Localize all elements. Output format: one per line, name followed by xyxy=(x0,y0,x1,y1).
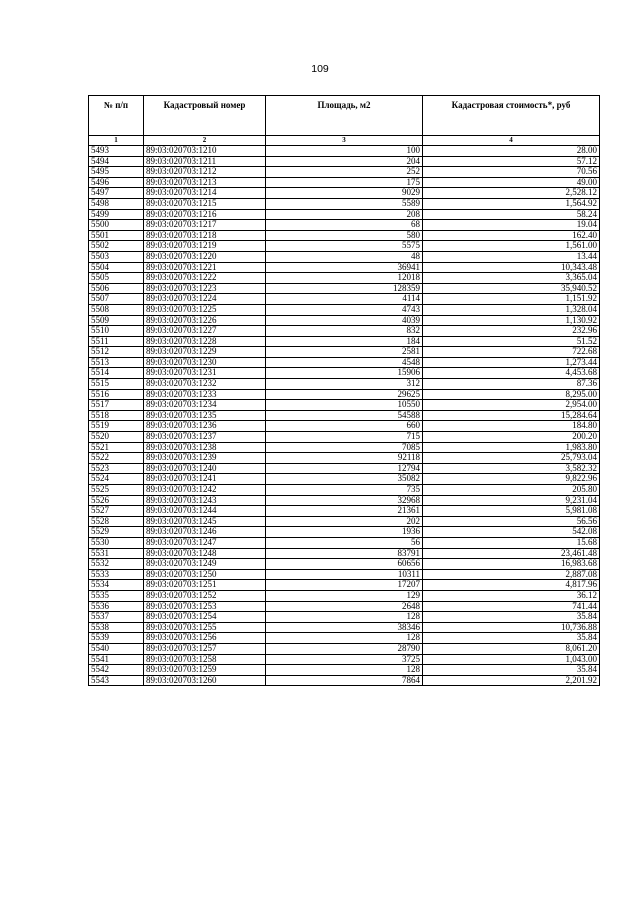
table-row xyxy=(89,379,600,390)
header-num: № п/п xyxy=(89,96,144,136)
cost-value: 1,561.00 xyxy=(423,241,600,252)
area-value: 208 xyxy=(266,209,423,220)
area-value: 204 xyxy=(266,156,423,167)
cost-value: 722.68 xyxy=(423,347,600,358)
area-value: 10311 xyxy=(266,569,423,580)
table-row xyxy=(89,177,600,188)
table-row xyxy=(89,156,600,167)
table-row xyxy=(89,410,600,421)
cadastral-number: 89:03:020703:1247 xyxy=(144,537,266,548)
cadastral-number: 89:03:020703:1248 xyxy=(144,548,266,559)
cadastral-number: 89:03:020703:1234 xyxy=(144,400,266,411)
table-row xyxy=(89,421,600,432)
cost-value: 15,284.64 xyxy=(423,410,600,421)
row-number: 5541 xyxy=(89,654,144,665)
table-row xyxy=(89,326,600,337)
area-value: 100 xyxy=(266,146,423,157)
cadastral-number: 89:03:020703:1230 xyxy=(144,357,266,368)
table-row xyxy=(89,241,600,252)
cost-value: 2,201.92 xyxy=(423,675,600,686)
row-number: 5501 xyxy=(89,230,144,241)
table-row xyxy=(89,167,600,178)
cadastral-number: 89:03:020703:1240 xyxy=(144,463,266,474)
cadastral-number: 89:03:020703:1259 xyxy=(144,665,266,676)
area-value: 92118 xyxy=(266,453,423,464)
table-row xyxy=(89,654,600,665)
area-value: 580 xyxy=(266,230,423,241)
table-row xyxy=(89,432,600,443)
row-number: 5510 xyxy=(89,326,144,337)
area-value: 54588 xyxy=(266,410,423,421)
cadastral-number: 89:03:020703:1232 xyxy=(144,379,266,390)
row-number: 5513 xyxy=(89,357,144,368)
row-number: 5514 xyxy=(89,368,144,379)
area-value: 28790 xyxy=(266,643,423,654)
table-row xyxy=(89,463,600,474)
cost-value: 56.56 xyxy=(423,516,600,527)
cost-value: 35.84 xyxy=(423,665,600,676)
cost-value: 1,130.92 xyxy=(423,315,600,326)
table-row xyxy=(89,400,600,411)
row-number: 5504 xyxy=(89,262,144,273)
row-number: 5496 xyxy=(89,177,144,188)
row-number: 5505 xyxy=(89,273,144,284)
area-value: 5589 xyxy=(266,198,423,209)
area-value: 715 xyxy=(266,432,423,443)
area-value: 7085 xyxy=(266,442,423,453)
cost-value: 1,328.04 xyxy=(423,304,600,315)
area-value: 36941 xyxy=(266,262,423,273)
row-number: 5534 xyxy=(89,580,144,591)
area-value: 1936 xyxy=(266,527,423,538)
cadastral-number: 89:03:020703:1218 xyxy=(144,230,266,241)
row-number: 5499 xyxy=(89,209,144,220)
cost-value: 35.84 xyxy=(423,612,600,623)
row-number: 5502 xyxy=(89,241,144,252)
table-row xyxy=(89,506,600,517)
area-value: 2581 xyxy=(266,347,423,358)
area-value: 15906 xyxy=(266,368,423,379)
table-row xyxy=(89,633,600,644)
area-value: 4114 xyxy=(266,294,423,305)
row-number: 5523 xyxy=(89,463,144,474)
table-row xyxy=(89,442,600,453)
table-row xyxy=(89,188,600,199)
cost-value: 1,043.00 xyxy=(423,654,600,665)
area-value: 832 xyxy=(266,326,423,337)
table-row xyxy=(89,357,600,368)
table-row xyxy=(89,569,600,580)
area-value: 7864 xyxy=(266,675,423,686)
table-row xyxy=(89,474,600,485)
area-value: 21361 xyxy=(266,506,423,517)
row-number: 5503 xyxy=(89,251,144,262)
cadastral-number: 89:03:020703:1245 xyxy=(144,516,266,527)
area-value: 128359 xyxy=(266,283,423,294)
column-number: 2 xyxy=(144,136,266,146)
area-value: 252 xyxy=(266,167,423,178)
table-row xyxy=(89,590,600,601)
column-number-row xyxy=(89,136,600,146)
row-number: 5530 xyxy=(89,537,144,548)
area-value: 38346 xyxy=(266,622,423,633)
cadastral-number: 89:03:020703:1215 xyxy=(144,198,266,209)
row-number: 5515 xyxy=(89,379,144,390)
row-number: 5517 xyxy=(89,400,144,411)
table-row xyxy=(89,516,600,527)
cadastral-number: 89:03:020703:1221 xyxy=(144,262,266,273)
area-value: 83791 xyxy=(266,548,423,559)
cost-value: 4,453.68 xyxy=(423,368,600,379)
cadastral-number: 89:03:020703:1260 xyxy=(144,675,266,686)
cost-value: 87.36 xyxy=(423,379,600,390)
row-number: 5540 xyxy=(89,643,144,654)
table-row xyxy=(89,495,600,506)
table-row xyxy=(89,336,600,347)
area-value: 60656 xyxy=(266,559,423,570)
row-number: 5537 xyxy=(89,612,144,623)
cadastral-number: 89:03:020703:1226 xyxy=(144,315,266,326)
table-row xyxy=(89,559,600,570)
cost-value: 162.40 xyxy=(423,230,600,241)
cost-value: 2,887.08 xyxy=(423,569,600,580)
cadastral-number: 89:03:020703:1242 xyxy=(144,485,266,496)
area-value: 56 xyxy=(266,537,423,548)
area-value: 128 xyxy=(266,633,423,644)
cadastral-number: 89:03:020703:1214 xyxy=(144,188,266,199)
cost-value: 57.12 xyxy=(423,156,600,167)
area-value: 3725 xyxy=(266,654,423,665)
cadastral-number: 89:03:020703:1250 xyxy=(144,569,266,580)
area-value: 4039 xyxy=(266,315,423,326)
cadastral-number: 89:03:020703:1239 xyxy=(144,453,266,464)
row-number: 5538 xyxy=(89,622,144,633)
table-row xyxy=(89,262,600,273)
table-row xyxy=(89,273,600,284)
table-row xyxy=(89,368,600,379)
area-value: 184 xyxy=(266,336,423,347)
row-number: 5512 xyxy=(89,347,144,358)
row-number: 5539 xyxy=(89,633,144,644)
table-row xyxy=(89,612,600,623)
table-row xyxy=(89,209,600,220)
header-area: Площадь, м2 xyxy=(266,96,423,136)
cost-value: 25,793.04 xyxy=(423,453,600,464)
cadastral-number: 89:03:020703:1217 xyxy=(144,220,266,231)
cadastral-number: 89:03:020703:1211 xyxy=(144,156,266,167)
cost-value: 8,061.20 xyxy=(423,643,600,654)
row-number: 5498 xyxy=(89,198,144,209)
cadastral-number: 89:03:020703:1241 xyxy=(144,474,266,485)
table-header-row xyxy=(89,96,600,136)
row-number: 5506 xyxy=(89,283,144,294)
row-number: 5527 xyxy=(89,506,144,517)
cost-value: 200.20 xyxy=(423,432,600,443)
area-value: 4548 xyxy=(266,357,423,368)
row-number: 5535 xyxy=(89,590,144,601)
row-number: 5509 xyxy=(89,315,144,326)
cost-value: 15.68 xyxy=(423,537,600,548)
table-row xyxy=(89,601,600,612)
cadastral-number: 89:03:020703:1254 xyxy=(144,612,266,623)
area-value: 202 xyxy=(266,516,423,527)
page-number: 109 xyxy=(311,63,329,75)
table-row xyxy=(89,251,600,262)
cost-value: 8,295.00 xyxy=(423,389,600,400)
area-value: 735 xyxy=(266,485,423,496)
table-row xyxy=(89,453,600,464)
table-row xyxy=(89,146,600,157)
row-number: 5519 xyxy=(89,421,144,432)
cost-value: 3,365.04 xyxy=(423,273,600,284)
column-number: 3 xyxy=(266,136,423,146)
row-number: 5533 xyxy=(89,569,144,580)
area-value: 48 xyxy=(266,251,423,262)
table-row xyxy=(89,283,600,294)
area-value: 9029 xyxy=(266,188,423,199)
table-row xyxy=(89,548,600,559)
cost-value: 16,983.68 xyxy=(423,559,600,570)
cost-value: 232.96 xyxy=(423,326,600,337)
area-value: 660 xyxy=(266,421,423,432)
cadastral-number: 89:03:020703:1220 xyxy=(144,251,266,262)
cost-value: 1,273.44 xyxy=(423,357,600,368)
area-value: 12794 xyxy=(266,463,423,474)
cost-value: 205.80 xyxy=(423,485,600,496)
area-value: 2648 xyxy=(266,601,423,612)
cadastral-number: 89:03:020703:1225 xyxy=(144,304,266,315)
row-number: 5507 xyxy=(89,294,144,305)
cadastral-number: 89:03:020703:1243 xyxy=(144,495,266,506)
cadastral-number: 89:03:020703:1219 xyxy=(144,241,266,252)
row-number: 5495 xyxy=(89,167,144,178)
row-number: 5525 xyxy=(89,485,144,496)
area-value: 32968 xyxy=(266,495,423,506)
cost-value: 51.52 xyxy=(423,336,600,347)
row-number: 5493 xyxy=(89,146,144,157)
cost-value: 1,151.92 xyxy=(423,294,600,305)
cost-value: 58.24 xyxy=(423,209,600,220)
row-number: 5521 xyxy=(89,442,144,453)
cost-value: 2,954.00 xyxy=(423,400,600,411)
cadastral-number: 89:03:020703:1236 xyxy=(144,421,266,432)
cost-value: 184.80 xyxy=(423,421,600,432)
row-number: 5542 xyxy=(89,665,144,676)
table-row xyxy=(89,622,600,633)
cadastral-number: 89:03:020703:1229 xyxy=(144,347,266,358)
row-number: 5494 xyxy=(89,156,144,167)
cost-value: 1,564.92 xyxy=(423,198,600,209)
row-number: 5531 xyxy=(89,548,144,559)
cadastral-number: 89:03:020703:1235 xyxy=(144,410,266,421)
cadastral-number: 89:03:020703:1249 xyxy=(144,559,266,570)
area-value: 128 xyxy=(266,612,423,623)
row-number: 5524 xyxy=(89,474,144,485)
table-row xyxy=(89,315,600,326)
table-row xyxy=(89,347,600,358)
area-value: 5575 xyxy=(266,241,423,252)
table-row xyxy=(89,198,600,209)
row-number: 5511 xyxy=(89,336,144,347)
row-number: 5518 xyxy=(89,410,144,421)
cadastral-number: 89:03:020703:1213 xyxy=(144,177,266,188)
row-number: 5516 xyxy=(89,389,144,400)
cost-value: 13.44 xyxy=(423,251,600,262)
cost-value: 741.44 xyxy=(423,601,600,612)
row-number: 5528 xyxy=(89,516,144,527)
column-number: 1 xyxy=(89,136,144,146)
area-value: 68 xyxy=(266,220,423,231)
cadastral-number: 89:03:020703:1255 xyxy=(144,622,266,633)
cost-value: 23,461.48 xyxy=(423,548,600,559)
row-number: 5497 xyxy=(89,188,144,199)
row-number: 5532 xyxy=(89,559,144,570)
cadastral-number: 89:03:020703:1224 xyxy=(144,294,266,305)
row-number: 5529 xyxy=(89,527,144,538)
area-value: 29625 xyxy=(266,389,423,400)
cadastral-number: 89:03:020703:1228 xyxy=(144,336,266,347)
cost-value: 5,981.08 xyxy=(423,506,600,517)
table-row xyxy=(89,294,600,305)
table-row xyxy=(89,485,600,496)
table-row xyxy=(89,220,600,231)
cadastral-number: 89:03:020703:1231 xyxy=(144,368,266,379)
cost-value: 1,983.80 xyxy=(423,442,600,453)
cadastral-number: 89:03:020703:1237 xyxy=(144,432,266,443)
cost-value: 9,822.96 xyxy=(423,474,600,485)
cost-value: 10,736.88 xyxy=(423,622,600,633)
table-row xyxy=(89,389,600,400)
row-number: 5526 xyxy=(89,495,144,506)
cost-value: 36.12 xyxy=(423,590,600,601)
cost-value: 35,940.52 xyxy=(423,283,600,294)
table-row xyxy=(89,304,600,315)
table-row xyxy=(89,675,600,686)
cadastral-number: 89:03:020703:1251 xyxy=(144,580,266,591)
cost-value: 35.84 xyxy=(423,633,600,644)
cadastral-number: 89:03:020703:1246 xyxy=(144,527,266,538)
area-value: 10550 xyxy=(266,400,423,411)
area-value: 312 xyxy=(266,379,423,390)
cost-value: 9,231.04 xyxy=(423,495,600,506)
cadastral-number: 89:03:020703:1244 xyxy=(144,506,266,517)
area-value: 175 xyxy=(266,177,423,188)
area-value: 128 xyxy=(266,665,423,676)
cadastral-number: 89:03:020703:1257 xyxy=(144,643,266,654)
cost-value: 542.08 xyxy=(423,527,600,538)
table-row xyxy=(89,230,600,241)
cost-value: 28.00 xyxy=(423,146,600,157)
cadastral-number: 89:03:020703:1252 xyxy=(144,590,266,601)
cost-value: 70.56 xyxy=(423,167,600,178)
cost-value: 3,582.32 xyxy=(423,463,600,474)
header-cost: Кадастровая стоимость*, руб xyxy=(423,96,600,136)
cadastral-number: 89:03:020703:1223 xyxy=(144,283,266,294)
cadastral-number: 89:03:020703:1233 xyxy=(144,389,266,400)
cadastral-number: 89:03:020703:1212 xyxy=(144,167,266,178)
row-number: 5536 xyxy=(89,601,144,612)
row-number: 5508 xyxy=(89,304,144,315)
table-row xyxy=(89,537,600,548)
cadastral-number: 89:03:020703:1256 xyxy=(144,633,266,644)
cadastral-number: 89:03:020703:1216 xyxy=(144,209,266,220)
cadastral-number: 89:03:020703:1210 xyxy=(144,146,266,157)
table-row xyxy=(89,643,600,654)
cost-value: 19.04 xyxy=(423,220,600,231)
area-value: 12018 xyxy=(266,273,423,284)
table-row xyxy=(89,665,600,676)
cost-value: 49.00 xyxy=(423,177,600,188)
column-number: 4 xyxy=(423,136,600,146)
row-number: 5520 xyxy=(89,432,144,443)
area-value: 4743 xyxy=(266,304,423,315)
cadastral-number: 89:03:020703:1222 xyxy=(144,273,266,284)
row-number: 5522 xyxy=(89,453,144,464)
cost-value: 4,817.96 xyxy=(423,580,600,591)
area-value: 17207 xyxy=(266,580,423,591)
header-cadastral: Кадастровый номер xyxy=(144,96,266,136)
cadastral-number: 89:03:020703:1238 xyxy=(144,442,266,453)
row-number: 5500 xyxy=(89,220,144,231)
table-row xyxy=(89,580,600,591)
area-value: 129 xyxy=(266,590,423,601)
table-row xyxy=(89,527,600,538)
cadastral-number: 89:03:020703:1258 xyxy=(144,654,266,665)
area-value: 35082 xyxy=(266,474,423,485)
cadastral-number: 89:03:020703:1253 xyxy=(144,601,266,612)
cost-value: 2,528.12 xyxy=(423,188,600,199)
cadastral-number: 89:03:020703:1227 xyxy=(144,326,266,337)
row-number: 5543 xyxy=(89,675,144,686)
cost-value: 10,343.48 xyxy=(423,262,600,273)
cadastral-table xyxy=(88,95,600,686)
